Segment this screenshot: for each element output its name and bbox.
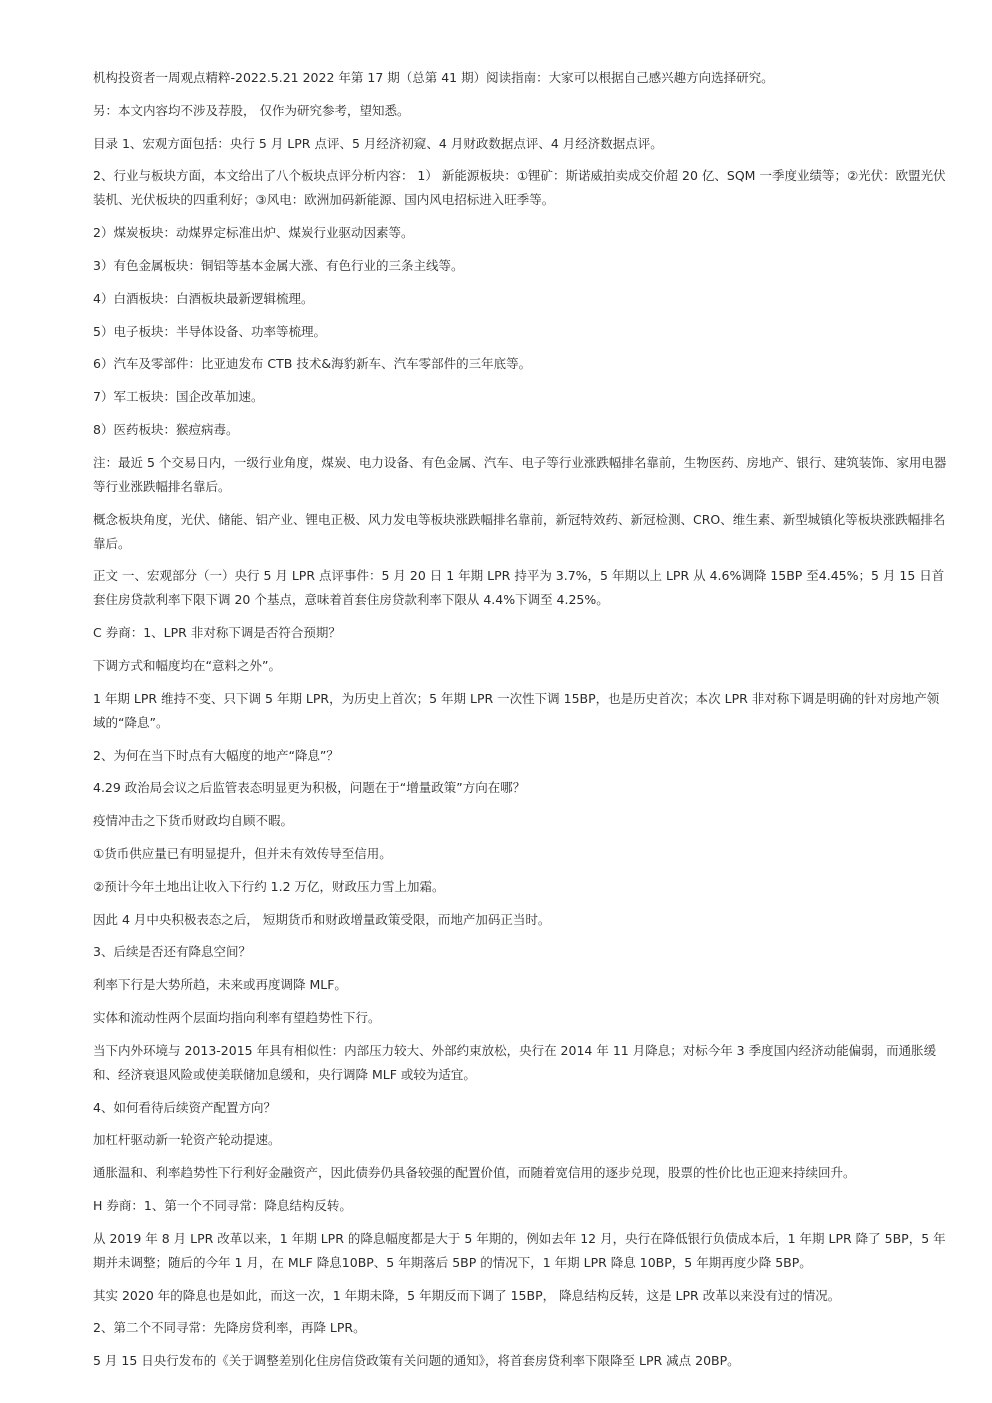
paragraph: C 券商：1、LPR 非对称下调是否符合预期？ <box>93 625 341 641</box>
paragraph: 利率下行是大势所趋，未来或再度调降 MLF。 <box>93 977 347 993</box>
paragraph: 机构投资者一周观点精粹-2022.5.21 2022 年第 17 期（总第 41 期）阅读指南：大家可以根据自己感兴趣方向选择研究。 <box>93 70 774 85</box>
paragraph: 下调方式和幅度均在“意料之外”。 <box>93 657 281 673</box>
paragraph: H 券商：1、第一个不同寻常：降息结构反转。 <box>93 1197 352 1213</box>
paragraph: 4.29 政治局会议之后监管表态明显更为积极，问题在于“增量政策”方向在哪？ <box>93 780 526 796</box>
paragraph: ①货币供应量已有明显提升，但并未有效传导至信用。 <box>93 845 392 861</box>
paragraph: 目录 1、宏观方面包括：央行 5 月 LPR 点评、5 月经济初窥、4 月财政数据点评、4 月经济数据点评。 <box>93 135 663 151</box>
paragraph: 2、行业与板块方面，本文给出了八个板块点评分析内容： 1） 新能源板块：①锂矿：斯诺威拍卖成交价超 20 亿、SQM 一季度业绩等；②光伏：欧盟光伏装机、光伏板块的四重利好；③风电：欧洲加码新能源、国内风电招标进入旺季等。 <box>93 168 946 208</box>
paragraph: 从 2019 年 8 月 LPR 改革以来，1 年期 LPR 的降息幅度都是大于 5 年期的，例如去年 12 月，央行在降低银行负债成本后，1 年期 LPR 降了 5BP，5 年期并未调整；随后的今年 1 月，在 MLF 降息10BP、5 年期落后 5BP 的情况下，1 年期 LPR 降息 10BP，5 年期再度少降 5BP。 <box>93 1230 946 1270</box>
paragraph: 疫情冲击之下货币财政均自顾不暇。 <box>93 813 294 829</box>
paragraph: 因此 4 月中央积极表态之后， 短期货币和财政增量政策受限，而地产加码正当时。 <box>93 911 551 927</box>
paragraph: 正文 一、宏观部分（一）央行 5 月 LPR 点评事件：5 月 20 日 1 年期 LPR 持平为 3.7%，5 年期以上 LPR 从 4.6%调降 15BP 至4.45%；5 月 15 日首套住房贷款利率下限下调 20 个基点，意味着首套住房贷款利率下限从 4.4%下调至 4.25%。 <box>93 568 945 608</box>
paragraph: 3）有色金属板块：铜铝等基本金属大涨、有色行业的三条主线等。 <box>93 257 464 273</box>
paragraph: 当下内外环境与 2013-2015 年具有相似性：内部压力较大、外部约束放松，央行在 2014 年 11 月降息；对标今年 3 季度国内经济动能偏弱，而通胀缓和、经济衰退风险或使美联储加息缓和，央行调降 MLF 或较为适宜。 <box>93 1042 937 1082</box>
paragraph: 加杠杆驱动新一轮资产轮动提速。 <box>93 1132 281 1148</box>
paragraph: 实体和流动性两个层面均指向利率有望趋势性下行。 <box>93 1009 381 1025</box>
paragraph: ②预计今年土地出让收入下行约 1.2 万亿，财政压力雪上加霜。 <box>93 878 445 894</box>
paragraph: 1 年期 LPR 维持不变、只下调 5 年期 LPR，为历史上首次；5 年期 LPR 一次性下调 15BP，也是历史首次；本次 LPR 非对称下调是明确的针对房地产领域的“降息”。 <box>93 690 940 730</box>
paragraph: 2）煤炭板块：动煤界定标准出炉、煤炭行业驱动因素等。 <box>93 225 414 241</box>
paragraph: 5）电子板块：半导体设备、功率等梳理。 <box>93 323 326 339</box>
paragraph: 另：本文内容均不涉及荐股， 仅作为研究参考，望知悉。 <box>93 102 410 118</box>
paragraph: 3、后续是否还有降息空间？ <box>93 944 251 960</box>
paragraph: 6）汽车及零部件：比亚迪发布 CTB 技术&海豹新车、汽车零部件的三年底等。 <box>93 356 532 372</box>
paragraph: 通胀温和、利率趋势性下行利好金融资产，因此债券仍具备较强的配置价值，而随着宽信用的逐步兑现，股票的性价比也正迎来持续回升。 <box>93 1165 856 1181</box>
paragraph: 4、如何看待后续资产配置方向？ <box>93 1099 276 1115</box>
paragraph: 7）军工板块：国企改革加速。 <box>93 389 264 405</box>
document-body <box>93 66 949 1382</box>
paragraph: 8）医药板块：猴痘病毒。 <box>93 421 239 437</box>
paragraph: 2、第二个不同寻常：先降房贷利率，再降 LPR。 <box>93 1320 366 1336</box>
paragraph: 注：最近 5 个交易日内，一级行业角度，煤炭、电力设备、有色金属、汽车、电子等行业涨跌幅排名靠前，生物医药、房地产、银行、建筑装饰、家用电器等行业涨跌幅排名靠后。 <box>93 454 947 494</box>
paragraph: 5 月 15 日央行发布的《关于调整差别化住房信贷政策有关问题的通知》，将首套房贷利率下限降至 LPR 减点 20BP。 <box>93 1353 740 1369</box>
paragraph: 概念板块角度，光伏、储能、铝产业、锂电正极、风力发电等板块涨跌幅排名靠前，新冠特效药、新冠检测、CRO、维生素、新型城镇化等板块涨跌幅排名靠后。 <box>93 511 946 551</box>
paragraph: 4）白酒板块：白酒板块最新逻辑梳理。 <box>93 290 314 306</box>
paragraph: 2、为何在当下时点有大幅度的地产“降息”？ <box>93 747 339 763</box>
paragraph: 其实 2020 年的降息也是如此，而这一次，1 年期未降，5 年期反而下调了 15BP， 降息结构反转，这是 LPR 改革以来没有过的情况。 <box>93 1287 841 1303</box>
